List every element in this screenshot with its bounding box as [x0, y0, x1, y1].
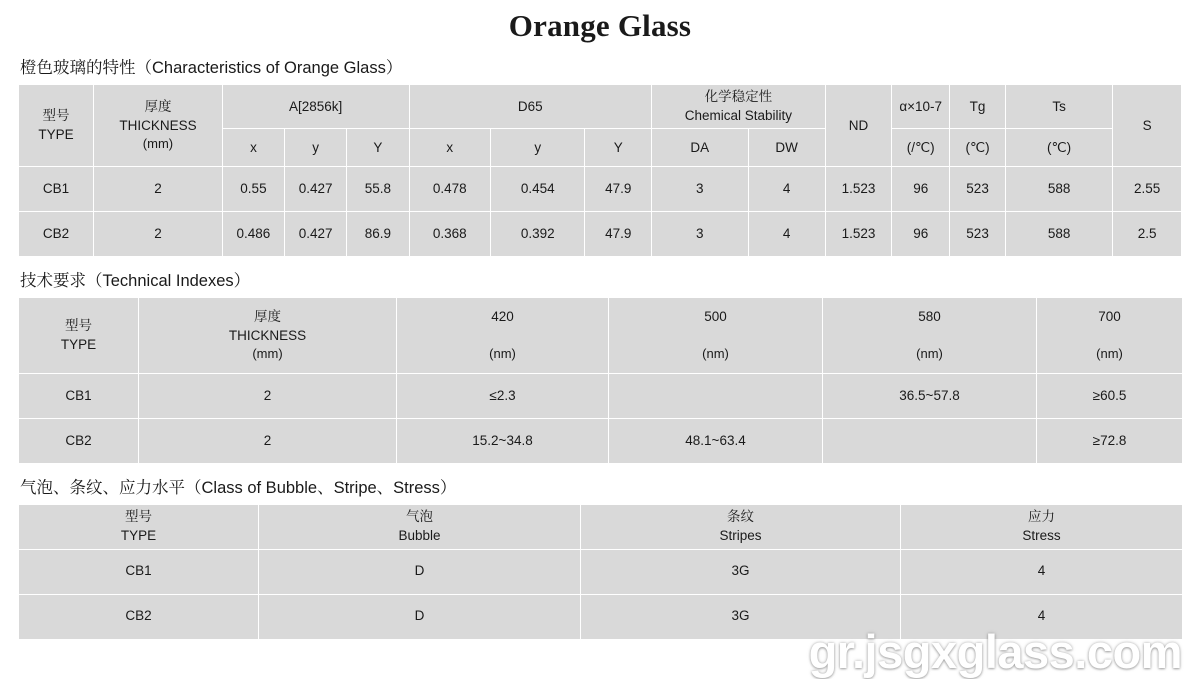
cell-type: CB2 — [19, 594, 259, 639]
header-a-Y: Y — [347, 129, 409, 167]
header-420-unit: (nm) — [489, 346, 516, 362]
header-thickness-unit: (mm) — [142, 136, 174, 152]
section-label-bubble-stripe-stress: 气泡、条纹、应力水平（Class of Bubble、Stripe、Stress） — [20, 479, 457, 498]
cell-a-Y: 86.9 — [347, 212, 409, 257]
header-d-y: y — [491, 129, 585, 167]
cell-700: ≥72.8 — [1037, 419, 1183, 464]
table-row — [19, 549, 1183, 594]
header-stress — [901, 505, 1183, 549]
watermark-text: gr.jsgxglass.com — [808, 625, 1182, 678]
header-580-unit: (nm) — [916, 346, 943, 362]
header-type — [19, 505, 259, 549]
cell-500 — [609, 374, 823, 419]
table-row — [19, 374, 1183, 419]
cell-s: 2.5 — [1113, 212, 1182, 257]
header-thickness-cn: 厚度 — [254, 309, 281, 325]
header-type-en: TYPE — [38, 126, 74, 142]
header-thickness-en: THICKNESS — [228, 327, 307, 343]
cell-type: CB1 — [19, 167, 94, 212]
cell-stripes: 3G — [581, 594, 901, 639]
header-tg-unit: (℃) — [950, 129, 1006, 167]
header-wavelength-700 — [1037, 298, 1183, 374]
header-bubble — [259, 505, 581, 549]
cell-a-Y: 55.8 — [347, 167, 409, 212]
header-type-cn: 型号 — [65, 318, 92, 334]
section-label-technical-indexes: 技术要求（Technical Indexes） — [20, 272, 251, 291]
cell-tg: 523 — [950, 212, 1006, 257]
table-row — [19, 419, 1183, 464]
header-chemical-stability — [651, 85, 825, 129]
header-stripes — [581, 505, 901, 549]
header-500-unit: (nm) — [702, 346, 729, 362]
cell-580: 36.5~57.8 — [823, 374, 1037, 419]
table-row — [19, 594, 1183, 639]
cell-500: 48.1~63.4 — [609, 419, 823, 464]
cell-stripes: 3G — [581, 549, 901, 594]
header-thickness-unit: (mm) — [252, 346, 283, 362]
cell-thickness: 2 — [94, 167, 223, 212]
cell-d-Y: 47.9 — [585, 212, 652, 257]
table-bubble-stripe-stress — [18, 504, 1183, 639]
cell-d-y: 0.392 — [491, 212, 585, 257]
cell-type: CB2 — [19, 212, 94, 257]
cell-da: 3 — [651, 212, 748, 257]
header-thickness-en: THICKNESS — [119, 117, 197, 133]
header-stripes-cn: 条纹 — [727, 509, 754, 525]
cell-type: CB1 — [19, 374, 139, 419]
header-type-cn: 型号 — [125, 509, 152, 525]
cell-thickness: 2 — [139, 374, 397, 419]
header-a-y: y — [285, 129, 347, 167]
header-stress-cn: 应力 — [1028, 509, 1055, 525]
cell-a-x: 0.486 — [222, 212, 284, 257]
header-wavelength-500 — [609, 298, 823, 374]
header-alpha-unit: (/℃) — [892, 129, 950, 167]
header-700-value: 700 — [1098, 309, 1121, 325]
header-type-en: TYPE — [60, 336, 97, 352]
cell-ts: 588 — [1005, 167, 1112, 212]
header-type — [19, 85, 94, 167]
cell-thickness: 2 — [139, 419, 397, 464]
cell-stress: 4 — [901, 594, 1183, 639]
header-type-cn: 型号 — [42, 108, 70, 123]
header-420-value: 420 — [491, 309, 514, 325]
cell-a-y: 0.427 — [285, 167, 347, 212]
table-row — [19, 212, 1182, 257]
section-label-characteristics: 橙色玻璃的特性（Characteristics of Orange Glass） — [20, 59, 403, 77]
header-da: DA — [651, 129, 748, 167]
cell-stress: 4 — [901, 549, 1183, 594]
header-chem-en: Chemical Stability — [684, 107, 792, 123]
cell-bubble: D — [259, 594, 581, 639]
header-type-en: TYPE — [120, 527, 157, 543]
header-tg: Tg — [950, 85, 1006, 129]
cell-dw: 4 — [748, 212, 825, 257]
header-ts-unit: (℃) — [1005, 129, 1112, 167]
cell-alpha: 96 — [892, 167, 950, 212]
table-characteristics — [18, 84, 1182, 257]
header-alpha: α×10-7 — [892, 85, 950, 129]
cell-420: 15.2~34.8 — [397, 419, 609, 464]
header-s: S — [1113, 85, 1182, 167]
cell-a-y: 0.427 — [285, 212, 347, 257]
header-chem-cn: 化学稳定性 — [704, 89, 773, 104]
header-700-unit: (nm) — [1096, 346, 1123, 362]
header-500-value: 500 — [704, 309, 727, 325]
table-technical-indexes — [18, 297, 1183, 464]
cell-type: CB1 — [19, 549, 259, 594]
header-wavelength-580 — [823, 298, 1037, 374]
cell-type: CB2 — [19, 419, 139, 464]
table-row — [19, 167, 1182, 212]
header-d65: D65 — [409, 85, 651, 129]
cell-420: ≤2.3 — [397, 374, 609, 419]
header-ts: Ts — [1005, 85, 1112, 129]
cell-d-x: 0.368 — [409, 212, 491, 257]
cell-tg: 523 — [950, 167, 1006, 212]
header-580-value: 580 — [918, 309, 941, 325]
header-bubble-en: Bubble — [398, 527, 441, 543]
cell-alpha: 96 — [892, 212, 950, 257]
header-stripes-en: Stripes — [719, 527, 762, 543]
header-thickness-cn: 厚度 — [144, 99, 172, 115]
cell-s: 2.55 — [1113, 167, 1182, 212]
header-d-Y: Y — [585, 129, 652, 167]
cell-nd: 1.523 — [825, 167, 892, 212]
header-dw: DW — [748, 129, 825, 167]
header-a2856k: A[2856k] — [222, 85, 409, 129]
cell-a-x: 0.55 — [222, 167, 284, 212]
header-type — [19, 298, 139, 374]
cell-d-x: 0.478 — [409, 167, 491, 212]
cell-700: ≥60.5 — [1037, 374, 1183, 419]
cell-bubble: D — [259, 549, 581, 594]
document-page — [0, 8, 1200, 679]
header-nd: ND — [825, 85, 892, 167]
header-a-x: x — [222, 129, 284, 167]
page-title: Orange Glass — [508, 8, 692, 43]
cell-nd: 1.523 — [825, 212, 892, 257]
cell-d-Y: 47.9 — [585, 167, 652, 212]
header-thickness — [139, 298, 397, 374]
cell-d-y: 0.454 — [491, 167, 585, 212]
header-bubble-cn: 气泡 — [406, 509, 433, 525]
cell-thickness: 2 — [94, 212, 223, 257]
header-wavelength-420 — [397, 298, 609, 374]
cell-da: 3 — [651, 167, 748, 212]
header-d-x: x — [409, 129, 491, 167]
header-stress-en: Stress — [1022, 527, 1061, 543]
cell-dw: 4 — [748, 167, 825, 212]
cell-ts: 588 — [1005, 212, 1112, 257]
header-thickness — [94, 85, 223, 167]
cell-580 — [823, 419, 1037, 464]
